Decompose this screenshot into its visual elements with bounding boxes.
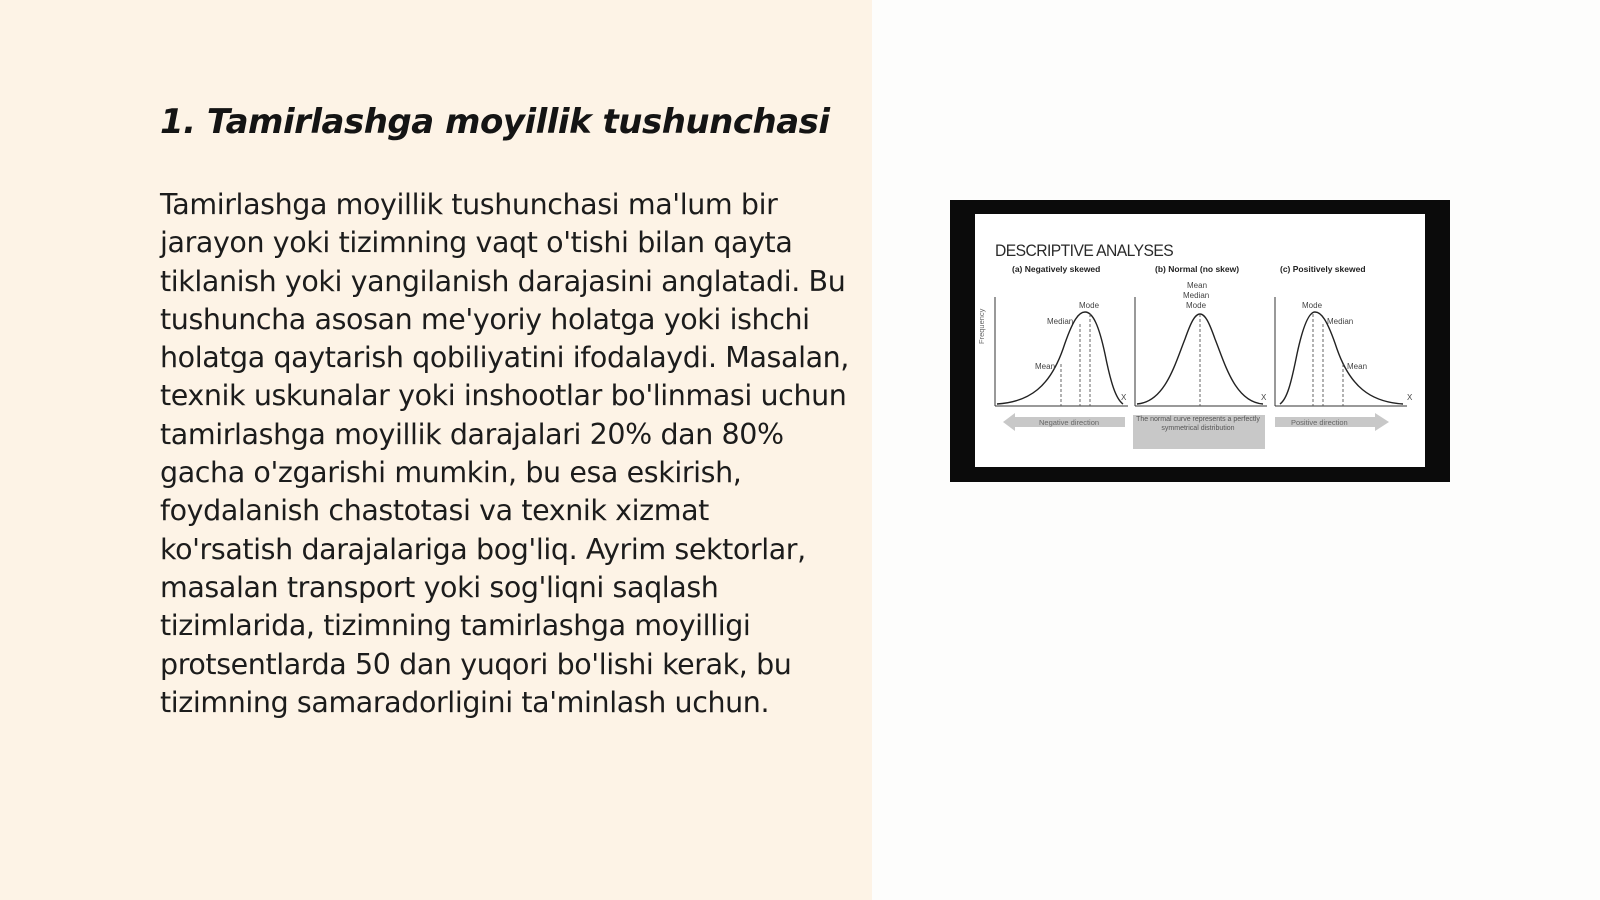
panel-c-median-label: Median xyxy=(1327,317,1354,326)
panel-c-label: (c) Positively skewed xyxy=(1280,264,1366,274)
panel-b-label: (b) Normal (no skew) xyxy=(1155,264,1240,274)
panel-c-axes xyxy=(1275,297,1407,406)
panel-b-axes xyxy=(1135,297,1267,406)
panel-c-mean-label: Mean xyxy=(1347,362,1368,371)
panel-c-markers xyxy=(1313,314,1343,406)
figure-heading: DESCRIPTIVE ANALYSES xyxy=(995,241,1174,260)
panel-b-mode-label: Mode xyxy=(1186,301,1207,310)
panel-c-x-label: X xyxy=(1407,393,1413,402)
panel-c-mode-label: Mode xyxy=(1302,301,1323,310)
positive-direction-label: Positive direction xyxy=(1291,418,1348,427)
panel-b-median-label: Median xyxy=(1183,291,1210,300)
slide-body-text: Tamirlashga moyillik tushunchasi ma'lum bir jarayon yoki tizimning vaqt o'tishi bilan qayta tiklanish yoki yangilanish darajasini anglatadi. Bu tushuncha asosan me'yoriy holatga yoki ishchi holatga qaytarish qobiliyatini ifodalaydi. Masalan, texnik uskunalar yoki inshootlar bo'linmasi uchun tamirlashga moyillik darajalari 20% dan 80% gacha o'zgarishi mumkin, bu esa eskirish, foydalanish chastotasi va texnik xizmat ko'rsatish darajalariga bog'liq. Ayrim sektorlar, masalan transport yoki sog'liqni saqlash tizimlarida, tizimning tamirlashga moyilligi protsentlarda 50 dan yuqori bo'lishi kerak, bu tizimning samaradorligini ta'minlash uchun. xyxy=(160,188,849,719)
panel-a-x-label: X xyxy=(1121,393,1127,402)
panel-a-markers xyxy=(1061,314,1090,406)
frequency-axis-label: Frequency xyxy=(977,308,986,344)
normal-curve-note: The normal curve represents a perfectly symmetrical distribution xyxy=(1136,416,1260,432)
panel-b-x-label: X xyxy=(1261,393,1267,402)
skewness-figure xyxy=(975,214,1425,467)
negative-direction-label: Negative direction xyxy=(1039,418,1100,427)
panel-a-mode-label: Mode xyxy=(1079,301,1100,310)
panel-a-median-label: Median xyxy=(1047,317,1074,326)
slide-title: 1. Tamirlashga moyillik tushunchasi xyxy=(160,102,830,142)
skewness-figure-frame xyxy=(950,200,1450,482)
panel-b-mean-label: Mean xyxy=(1187,281,1208,290)
panel-a-mean-label: Mean xyxy=(1035,362,1056,371)
panel-a-label: (a) Negatively skewed xyxy=(1012,264,1101,274)
